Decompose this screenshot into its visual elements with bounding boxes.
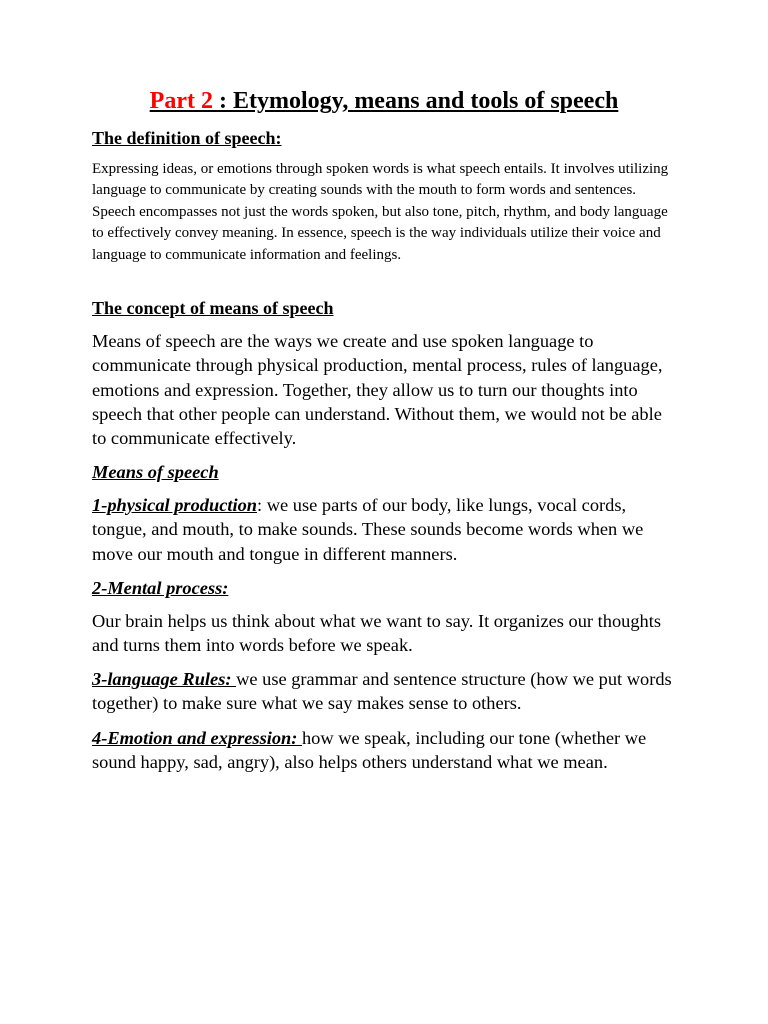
title-part-label: Part 2: [149, 88, 213, 114]
definition-paragraph: Expressing ideas, or emotions through spoken words is what speech entails. It involves utilizing language to communicate by creating sounds with the mouth to form words and sentences. Speech encompasses not just the words spoken, but also tone, pitch, rhythm, and body language to effectively convey meaning. In essence, speech is the way individuals utilize their voice and language to communicate information and feelings.: [92, 161, 669, 263]
means-item-text: how we speak, including our tone (whether we sound happy, sad, angry), also helps others understand what we mean.: [92, 728, 647, 773]
concept-paragraph: Means of speech are the ways we create and use spoken language to communicate through physical production, mental process, rules of language, emotions and expression. Together, they allow us to turn our thoughts into speech that other people can understand. Without them, we would not be able to communicate effectively.: [92, 331, 663, 449]
definition-heading: The definition of speech:: [92, 128, 282, 148]
concept-heading: The concept of means of speech: [92, 298, 334, 318]
means-item-physical: [92, 493, 652, 566]
means-item-mental-text: Our brain helps us think about what we want to say. It organizes our thoughts and turns them into words before we speak.: [92, 611, 661, 656]
means-item-label: 1-physical production: [92, 495, 258, 515]
means-item-label: 3-language Rules:: [92, 669, 237, 689]
means-item-emotion: [92, 726, 672, 775]
means-item-text: we use grammar and sentence structure (how we put words together) to make sure what we say makes sense to others.: [92, 669, 672, 714]
means-item-mental-label: 2-Mental process:: [92, 578, 229, 598]
means-item-text: : we use parts of our body, like lungs, vocal cords, tongue, and mouth, to make sounds. These sounds become words when we move our mouth and tongue in different manners.: [92, 495, 644, 564]
title-text: : Etymology, means and tools of speech: [212, 88, 619, 114]
means-item-language: [92, 667, 682, 716]
means-item-label: 4-Emotion and expression:: [92, 728, 302, 748]
means-heading: Means of speech: [92, 462, 219, 482]
document-title: [0, 86, 768, 116]
